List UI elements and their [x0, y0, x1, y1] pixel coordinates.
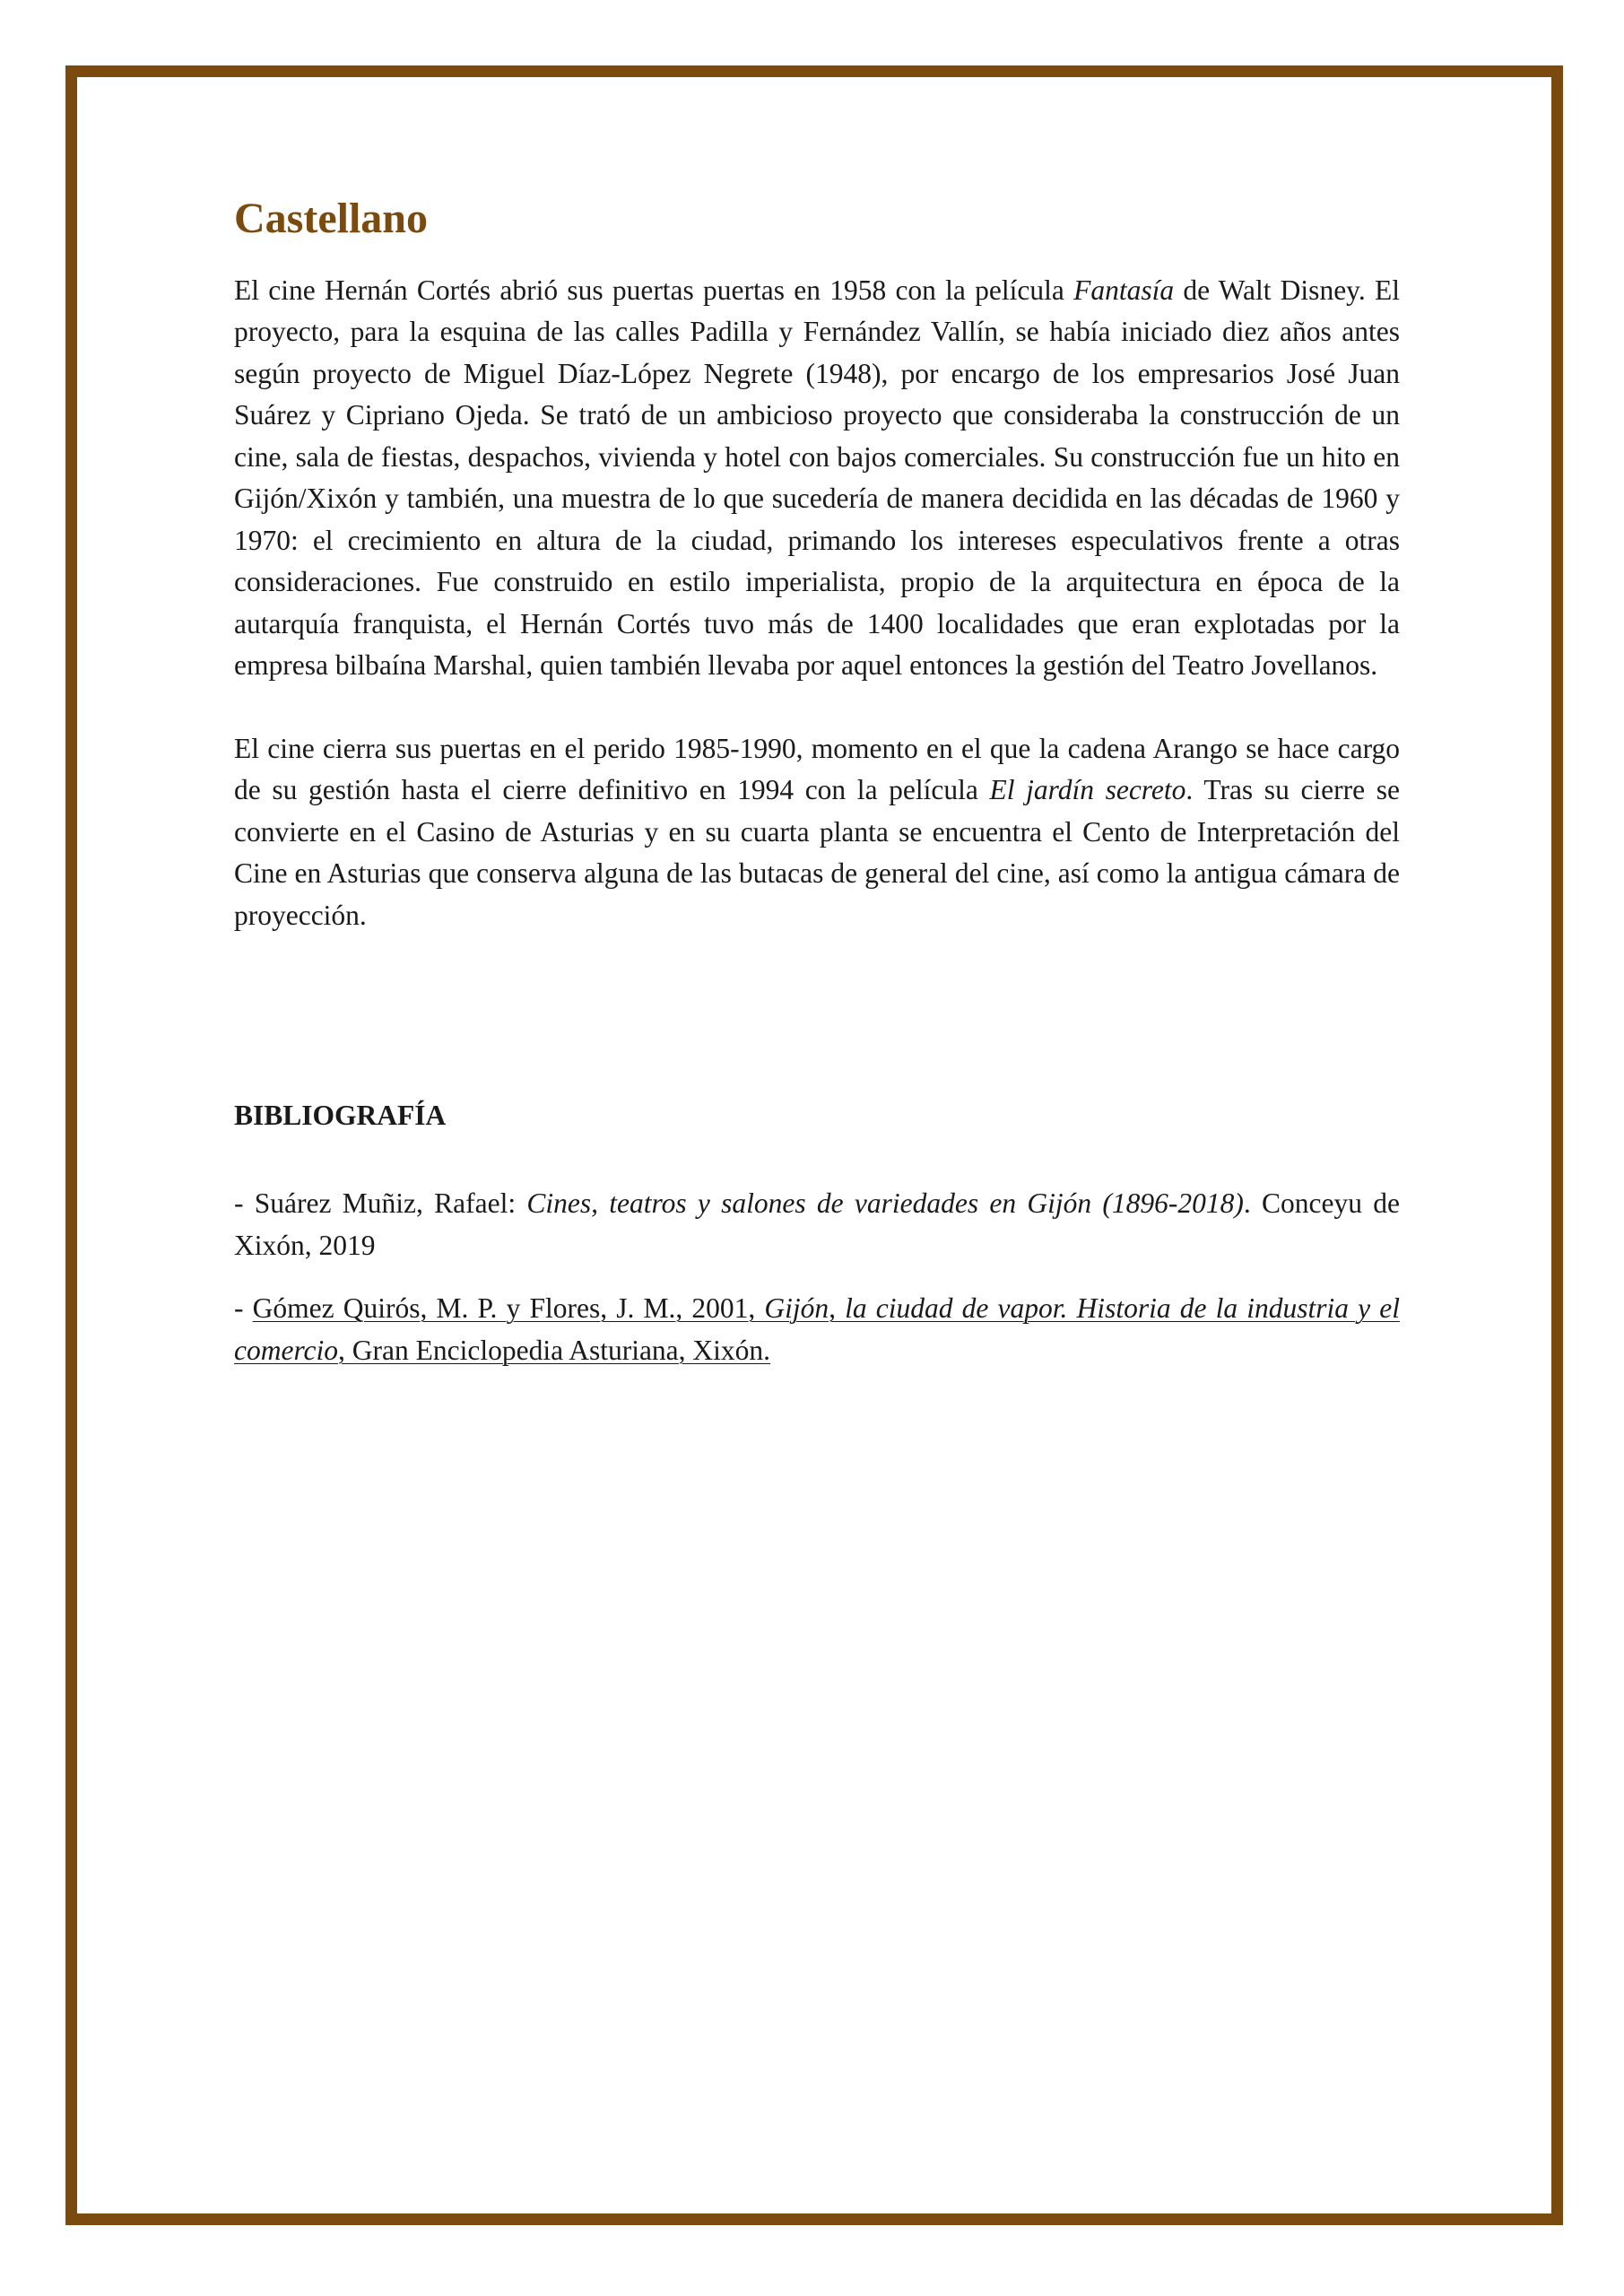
paragraph-closure	[234, 728, 1400, 937]
paragraph-history-text-1: El cine Hernán Cortés abrió sus puertas puertas en 1958 con la película	[234, 274, 1074, 306]
paragraph-history	[234, 270, 1400, 687]
bib-item-2-prefix: -	[234, 1292, 253, 1325]
document-body	[234, 193, 1400, 1371]
bibliography-heading: BIBLIOGRAFÍA	[234, 1100, 447, 1132]
section-heading: Castellano	[234, 195, 428, 242]
film-title-jardin-secreto: El jardín secreto	[989, 774, 1186, 806]
film-title-fantasia: Fantasía	[1073, 274, 1175, 306]
bib-item-2-suffix-link[interactable]: , Gran Enciclopedia Asturiana, Xixón.	[338, 1334, 771, 1366]
bib-item-1-title: Cines, teatros y salones de variedades en Gijón (1896-2018)	[526, 1187, 1244, 1220]
paragraph-closure-text-1: El cine cierra sus puertas en el perido 1985-1990, momento en el que la cadena Arango se hace cargo de su gestión hasta el cierre definitivo en 1994 con la película	[234, 732, 1400, 806]
bibliography-item	[234, 1183, 1400, 1266]
bib-item-2-authors-link[interactable]: Gómez Quirós, M. P. y Flores, J. M., 2001,	[252, 1292, 765, 1325]
bibliography-list	[234, 1183, 1400, 1371]
bib-item-2-title-link[interactable]: Gijón, la ciudad de vapor. Historia de la industria y el comercio	[234, 1292, 1400, 1366]
bib-item-1-prefix: - Suárez Muñiz, Rafael:	[234, 1187, 527, 1220]
bibliography-item	[234, 1288, 1400, 1371]
paragraph-closure-text-2: . Tras su cierre se convierte en el Casino de Asturias y en su cuarta planta se encuentra el Cento de Interpretación del Cine en Asturias que conserva alguna de las butacas de general del cine, así como la antigua cámara de proyección.	[234, 774, 1400, 931]
bib-item-1-suffix: . Conceyu de Xixón, 2019	[234, 1187, 1400, 1261]
paragraph-history-text-2: de Walt Disney. El proyecto, para la esquina de las calles Padilla y Fernández Vallín, se había iniciado diez años antes según proyecto de Miguel Díaz-López Negrete (1948), por encargo de los empresarios José Juan Suárez y Cipriano Ojeda. Se trató de un ambicioso proyecto que consideraba la construcción de un cine, sala de fiestas, despachos, vivienda y hotel con bajos comerciales. Su construcción fue un hito en Gijón/Xixón y también, una muestra de lo que sucedería de manera decidida en las décadas de 1960 y 1970: el crecimiento en altura de la ciudad, primando los intereses especulativos frente a otras consideraciones. Fue construido en estilo imperialista, propio de la arquitectura en época de la autarquía franquista, el Hernán Cortés tuvo más de 1400 localidades que eran explotadas por la empresa bilbaína Marshal, quien también llevaba por aquel entonces la gestión del Teatro Jovellanos.	[234, 274, 1400, 682]
